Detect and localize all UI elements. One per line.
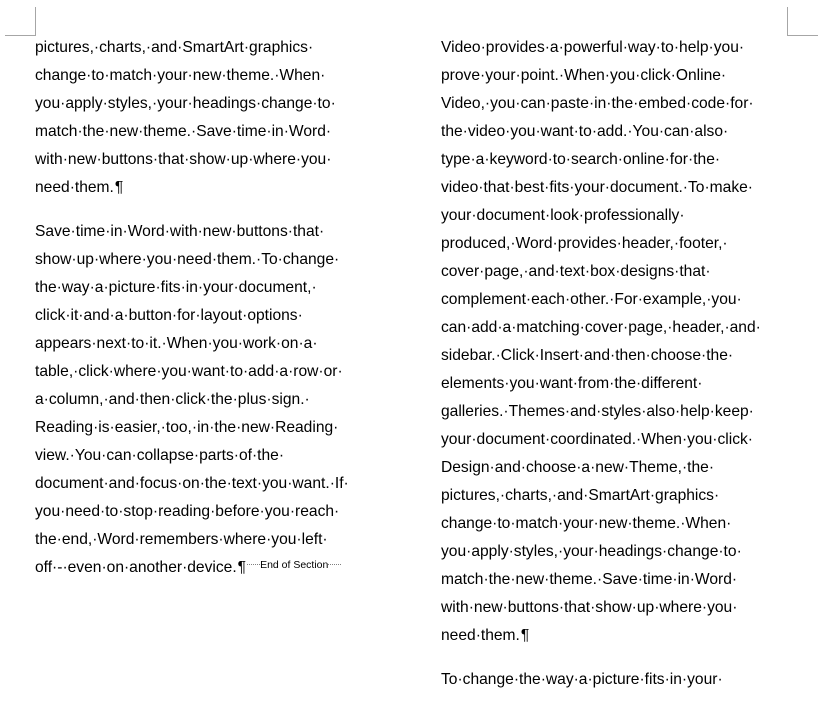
text-line: elements·you·want·from·the·different· bbox=[441, 375, 703, 392]
paragraph-mark: ¶ bbox=[520, 627, 530, 644]
text-line: galleries.·Themes·and·styles·also·help·keep· bbox=[441, 403, 754, 420]
text-line-content: need·them. bbox=[441, 627, 520, 644]
paragraph[interactable] bbox=[441, 34, 761, 650]
text-line: match·the·new·theme.·Save·time·in·Word· bbox=[441, 571, 738, 588]
text-line: prove·your·point.·When·you·click·Online· bbox=[441, 67, 727, 84]
text-line: your·document·look·professionally· bbox=[441, 207, 685, 224]
text-line: table,·click·where·you·want·to·add·a·row·or· bbox=[35, 363, 343, 380]
text-column-left[interactable] bbox=[35, 34, 349, 582]
paragraph-mark: ¶ bbox=[114, 179, 124, 196]
text-line: Video·provides·a·powerful·way·to·help·you· bbox=[441, 39, 745, 56]
text-line bbox=[441, 622, 761, 650]
text-line: your·document·coordinated.·When·you·click· bbox=[441, 431, 753, 448]
paragraph[interactable] bbox=[35, 218, 349, 582]
text-line: change·to·match·your·new·theme.·When· bbox=[35, 67, 326, 84]
text-line: match·the·new·theme.·Save·time·in·Word· bbox=[35, 123, 332, 140]
text-line: you·apply·styles,·your·headings·change·to· bbox=[441, 543, 742, 560]
text-line: you·need·to·stop·reading·before·you·reach· bbox=[35, 503, 340, 520]
text-line-content: need·them. bbox=[35, 179, 114, 196]
paragraph[interactable] bbox=[441, 666, 761, 694]
crop-mark-top-left bbox=[5, 7, 36, 36]
text-line: appears·next·to·it.·When·you·work·on·a· bbox=[35, 335, 318, 352]
paragraph-mark: ¶ bbox=[237, 559, 247, 576]
text-line bbox=[35, 554, 349, 582]
text-line: change·to·match·your·new·theme.·When· bbox=[441, 515, 732, 532]
text-line: document·and·focus·on·the·text·you·want.·If· bbox=[35, 475, 349, 492]
text-line: the·video·you·want·to·add.·You·can·also· bbox=[441, 123, 729, 140]
text-line: the·end,·Word·remembers·where·you·left· bbox=[35, 531, 328, 548]
text-column-right[interactable] bbox=[441, 34, 761, 694]
text-line: Reading·is·easier,·too,·in·the·new·Reading· bbox=[35, 419, 339, 436]
section-break-marker bbox=[247, 559, 341, 571]
text-line: click·it·and·a·button·for·layout·options· bbox=[35, 307, 303, 324]
section-break-label: End of Section bbox=[260, 559, 329, 571]
text-line: a·column,·and·then·click·the·plus·sign.· bbox=[35, 391, 310, 408]
text-line: show·up·where·you·need·them.·To·change· bbox=[35, 251, 340, 268]
text-line: Video,·you·can·paste·in·the·embed·code·for· bbox=[441, 95, 754, 112]
text-line: pictures,·charts,·and·SmartArt·graphics· bbox=[35, 39, 314, 56]
text-line: pictures,·charts,·and·SmartArt·graphics· bbox=[441, 487, 720, 504]
text-line: produced,·Word·provides·header,·footer,· bbox=[441, 235, 728, 252]
crop-mark-top-right bbox=[787, 7, 818, 36]
text-line: the·way·a·picture·fits·in·your·document,· bbox=[35, 279, 317, 296]
text-line: type·a·keyword·to·search·online·for·the· bbox=[441, 151, 721, 168]
text-line: Save·time·in·Word·with·new·buttons·that· bbox=[35, 223, 325, 240]
text-line: Design·and·choose·a·new·Theme,·the· bbox=[441, 459, 715, 476]
text-line: can·add·a·matching·cover·page,·header,·and· bbox=[441, 319, 761, 336]
paragraph[interactable] bbox=[35, 34, 349, 202]
text-line: with·new·buttons·that·show·up·where·you· bbox=[441, 599, 738, 616]
text-line: sidebar.·Click·Insert·and·then·choose·the· bbox=[441, 347, 734, 364]
text-line: video·that·best·fits·your·document.·To·make· bbox=[441, 179, 753, 196]
text-line-content: off·-·even·on·another·device. bbox=[35, 559, 237, 576]
text-line: complement·each·other.·For·example,·you· bbox=[441, 291, 742, 308]
section-break-dots-right bbox=[328, 564, 341, 565]
text-line: cover·page,·and·text·box·designs·that· bbox=[441, 263, 711, 280]
text-line: with·new·buttons·that·show·up·where·you· bbox=[35, 151, 332, 168]
text-line bbox=[35, 174, 349, 202]
text-line: To·change·the·way·a·picture·fits·in·your· bbox=[441, 671, 723, 688]
section-break-dots-left bbox=[247, 564, 260, 565]
text-line: view.·You·can·collapse·parts·of·the· bbox=[35, 447, 285, 464]
text-line: you·apply·styles,·your·headings·change·to· bbox=[35, 95, 336, 112]
